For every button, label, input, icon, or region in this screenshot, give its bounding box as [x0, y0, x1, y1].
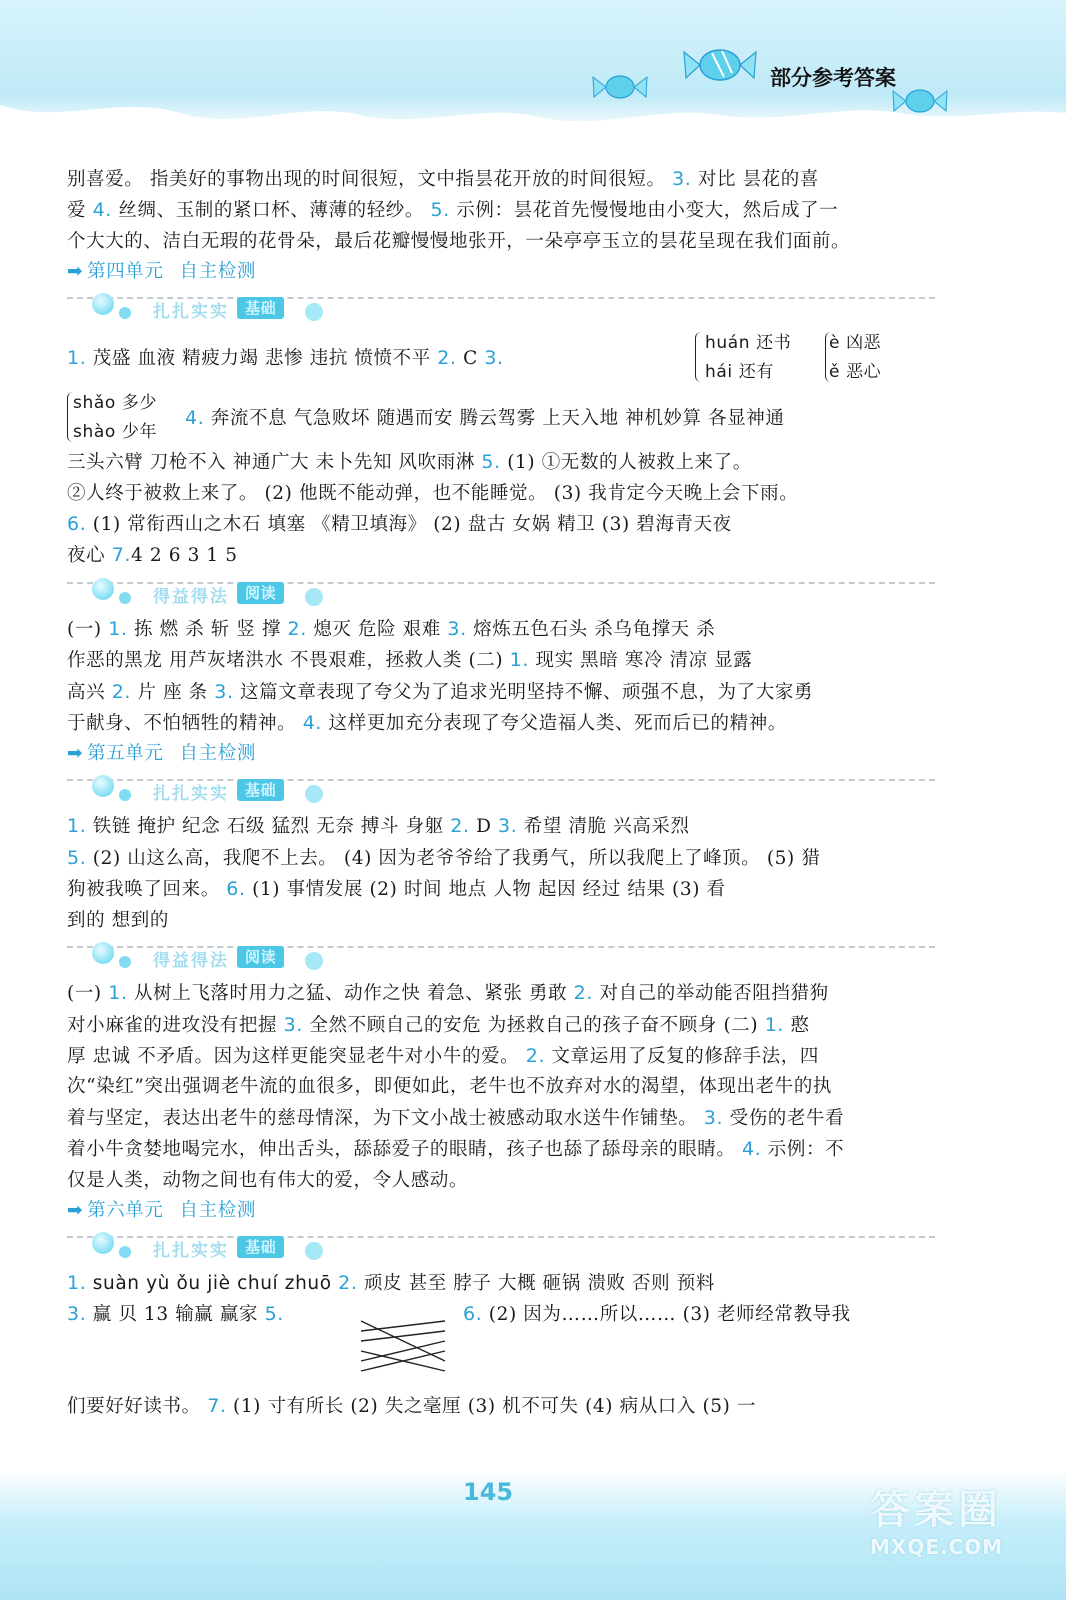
header-band — [0, 0, 1066, 135]
brace-row: 1. 茂盛 血液 精疲力竭 悲惨 违抗 愤愤不平 2. C 3. huán 还书 hái 还有 è 凶恶 ě 恶心 — [67, 333, 882, 383]
text-line: 1. suàn yù ǒu jiè chuí zhuō 2. 顽皮 甚至 脖子 大概 砸锅 溃败 否则 预料 — [67, 1271, 715, 1294]
text-line: 着小牛贪婪地喝完水，伸出舌头，舔舔爱子的眼睛，孩子也舔了舔母亲的眼睛。 4. 示例：不 — [67, 1138, 845, 1161]
unit-heading-5: ➡ 第五单元 自主检测 — [67, 739, 935, 769]
text-line: 厚 忠诚 不矛盾。因为这样更能突显老牛对小牛的爱。 2. 文章运用了反复的修辞手法，四 — [67, 1044, 819, 1067]
candy-icon — [680, 40, 760, 90]
matching-lines-diagram — [357, 1317, 449, 1383]
candy-icon — [590, 68, 650, 106]
text-line: 对小麻雀的进攻没有把握 3. 全然不顾自己的安危 为拯救自己的孩子奋不顾身 (二) 1. 憨 — [67, 1013, 810, 1036]
bubble-icon — [92, 775, 114, 797]
watermark: 答案圈 MXQE.COM — [870, 1487, 1004, 1559]
arrow-icon: ➡ — [67, 743, 84, 765]
text-line: 着与坚定，表达出老牛的慈母情深，为下文小战士被感动取水送牛作铺垫。 3. 受伤的老牛看 — [67, 1106, 845, 1129]
text-line: 别喜爱。 指美好的事物出现的时间很短，文中指昙花开放的时间很短。 3. 对比 昙花的喜 — [67, 168, 819, 190]
text-line: 夜心 7.4 2 6 3 1 5 — [67, 544, 238, 567]
section-reading: 得益得法 阅读 — [67, 942, 935, 974]
text-line: 三头六臂 刀枪不入 神通广大 未卜先知 风吹雨淋 5. (1) ①无数的人被救上来了。 — [67, 451, 752, 474]
text-line: 爱 4. 丝绸、玉制的紧口杯、薄薄的轻纱。 5. 示例：昙花首先慢慢地由小变大，然后成了一 — [67, 199, 839, 222]
text-line: 5. (2) 山这么高，我爬不上去。 (4) 因为老爷爷给了我勇气，所以我爬上了峰顶。 (5) 猎 — [67, 846, 821, 869]
matching-row: 3. 赢 贝 13 输赢 赢家 5. 6. (2) 因为……所以…… (3) 老师经常教导我 — [67, 1299, 935, 1391]
text-line: 到的 想到的 — [67, 909, 169, 931]
text-line: (一) 1. 从树上飞落时用力之猛、动作之快 着急、紧张 勇敢 2. 对自己的举动能否阻挡猎狗 — [67, 982, 829, 1005]
unit-heading-4: ➡ 第四单元 自主检测 — [67, 257, 935, 287]
bubble-icon — [92, 942, 114, 964]
unit-heading-6: ➡ 第六单元 自主检测 — [67, 1196, 935, 1226]
bubble-icon — [92, 1232, 114, 1254]
arrow-icon: ➡ — [67, 1199, 84, 1221]
text-line: 1. 铁链 掩护 纪念 石级 猛烈 无奈 搏斗 身躯 2. D 3. 希望 清脆 兴高采烈 — [67, 815, 690, 838]
candy-icon — [890, 82, 950, 120]
bubble-icon — [92, 293, 114, 315]
section-basic: 扎扎实实 基础 — [67, 775, 935, 807]
text-line: 狗被我唤了回来。 6. (1) 事情发展 (2) 时间 地点 人物 起因 经过 结果 (3) 看 — [67, 878, 726, 901]
brace-row: shǎo 多少 shào 少年 4. 奔流不息 气急败坏 随遇而安 腾云驾雾 上天入地 神机妙算 各显神通 — [67, 389, 935, 447]
text-line: 次“染红”突出强调老牛流的血很多，即便如此，老牛也不放弃对水的渴望，体现出老牛的执 — [67, 1076, 833, 1098]
section-reading: 得益得法 阅读 — [67, 578, 935, 610]
page-number: 145 — [463, 1478, 514, 1506]
text-line: 们要好好读书。 7. (1) 寸有所长 (2) 失之毫厘 (3) 机不可失 (4) 病从口入 (5) 一 — [67, 1395, 757, 1418]
text-line: 仅是人类，动物之间也有伟大的爱，令人感动。 — [67, 1169, 469, 1191]
text-line: 个大大的、洁白无瑕的花骨朵，最后花瓣慢慢地张开，一朵亭亭玉立的昙花呈现在我们面前。 — [67, 230, 851, 252]
text-line: 6. (1) 常衔西山之木石 填塞 《精卫填海》 (2) 盘古 女娲 精卫 (3) 碧海青天夜 — [67, 513, 732, 536]
text-line: 作恶的黑龙 用芦灰堵洪水 不畏艰难，拯救人类 (二) 1. 现实 黑暗 寒冷 清凉 显露 — [67, 649, 753, 672]
answer-content — [67, 164, 935, 1423]
text-line: 于献身、不怕牺牲的精神。 4. 这样更加充分表现了夸父造福人类、死而后已的精神。 — [67, 712, 787, 735]
header-title: 部分参考答案 — [770, 66, 896, 90]
section-basic: 扎扎实实 基础 — [67, 293, 935, 325]
text-line: (一) 1. 拣 燃 杀 斩 竖 撑 2. 熄灭 危险 艰难 3. 熔炼五色石头 杀乌龟撑天 杀 — [67, 617, 716, 640]
section-basic: 扎扎实实 基础 — [67, 1232, 935, 1264]
text-line: 高兴 2. 片 座 条 3. 这篇文章表现了夸父为了追求光明坚持不懈、顽强不息，为了大家勇 — [67, 680, 814, 703]
text-line: ②人终于被救上来了。 (2) 他既不能动弹，也不能睡觉。 (3) 我肯定今天晚上会下雨。 — [67, 482, 799, 504]
bubble-icon — [92, 578, 114, 600]
arrow-icon: ➡ — [67, 261, 84, 283]
